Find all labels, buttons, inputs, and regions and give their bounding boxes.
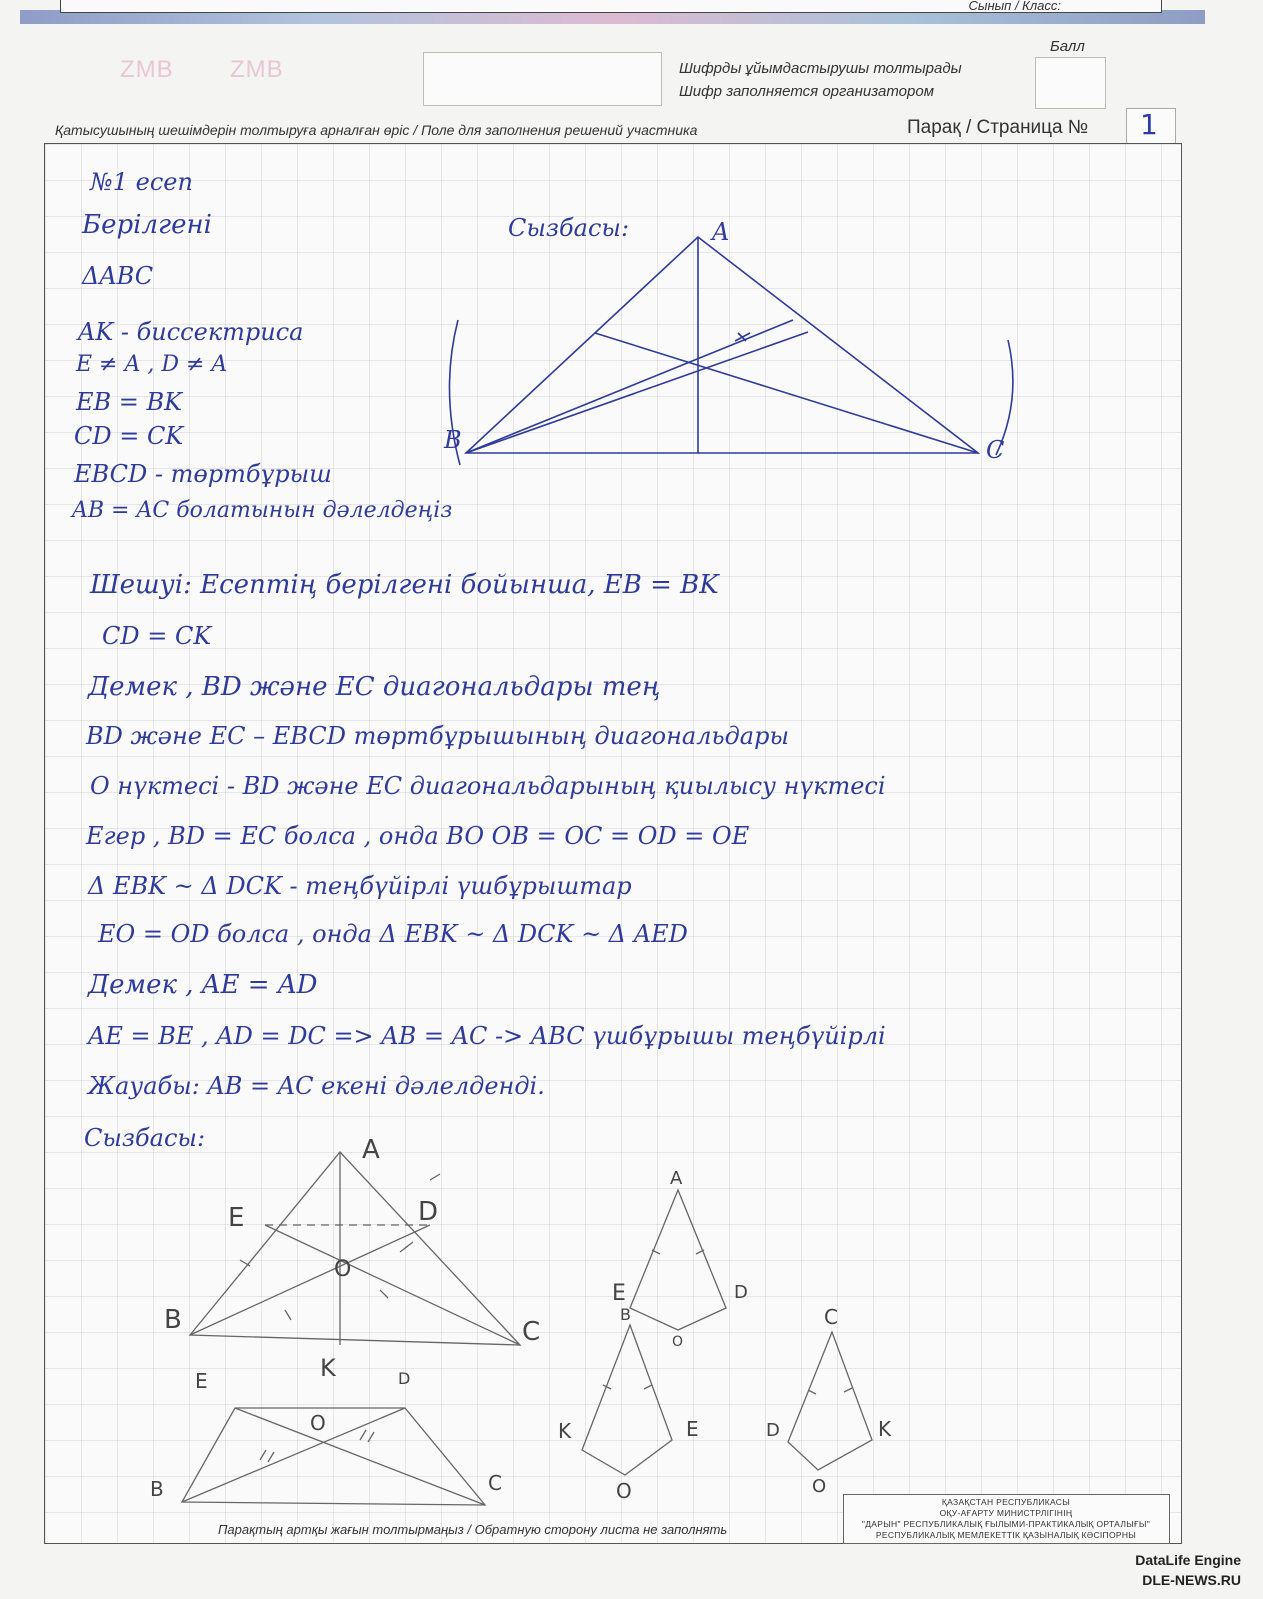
- fig2-label: K: [558, 1419, 572, 1443]
- solution-line: Δ EBK ~ Δ DCK - теңбүйірлі үшбұрыштар: [88, 872, 632, 900]
- fig2-label: O: [334, 1257, 352, 1282]
- figure1-caption: Сызбасы:: [508, 214, 630, 242]
- solution-line: CD = CK: [102, 622, 212, 650]
- label-a: A: [712, 218, 730, 246]
- fig2-label: E: [228, 1203, 245, 1233]
- fig2-label: E: [686, 1417, 699, 1441]
- fig2-label: C: [824, 1305, 838, 1329]
- fig2-label: O: [672, 1334, 684, 1350]
- page-label: Парақ / Страница №: [907, 117, 1089, 138]
- site-watermark: DLE-NEWS.RU: [1142, 1572, 1241, 1588]
- fig2-label: D: [398, 1369, 411, 1388]
- given-line: EBCD - төртбұрыш: [74, 460, 332, 488]
- answer-line: Жауабы: AB = AC екені дәлелденді.: [88, 1072, 545, 1100]
- class-label: Сынып / Класс:: [968, 0, 1061, 13]
- fig2-label: E: [195, 1369, 208, 1393]
- figure2-caption: Сызбасы:: [84, 1124, 206, 1152]
- given-line: AB = AC болатынын дәлелдеңіз: [72, 498, 453, 523]
- fig2-label: O: [616, 1479, 632, 1503]
- figure1-triangle: [440, 200, 1040, 500]
- solution-line: AE = BE , AD = DC => AB = AC -> ABC үшбұрышы теңбүйірлі: [88, 1022, 886, 1050]
- solution-line: Демек , BD және EC диагональдары тең: [88, 672, 661, 702]
- fig2-label: D: [766, 1420, 780, 1441]
- problem-number: №1 есеп: [90, 168, 193, 196]
- fig2-label: A: [670, 1168, 683, 1189]
- solution-line: EO = OD болса , онда Δ EBK ~ Δ DCK ~ Δ AED: [98, 920, 688, 948]
- field-label: Қатысушының шешімдерін толтыруға арналған өріс / Поле для заполнения решений участника: [55, 122, 698, 138]
- fig2-label: A: [362, 1135, 380, 1165]
- score-box: [1035, 57, 1106, 109]
- fig2-label: C: [522, 1317, 541, 1347]
- given-line: AK - биссектриса: [78, 318, 304, 346]
- fig2-label: O: [812, 1476, 827, 1497]
- label-b: B: [444, 426, 462, 454]
- fig2-label: D: [734, 1282, 748, 1303]
- stamp-line: РЕСПУБЛИКАЛЫҚ МЕМЛЕКЕТТІК ҚАЗЫНАЛЫҚ КӘСІПОРНЫ: [875, 1530, 1137, 1540]
- given-line: EB = BK: [76, 388, 183, 416]
- footer-notice: Парақтың артқы жағын толтырмаңыз / Обратную сторону листа не заполнять: [218, 1522, 728, 1537]
- solution-line: Демек , AE = AD: [88, 970, 318, 1000]
- site-watermark: DataLife Engine: [1135, 1552, 1241, 1568]
- stamp-line: ОҚУ-АҒАРТУ МИНИСТРЛІГІНІҢ: [939, 1508, 1073, 1518]
- fig2-label: K: [878, 1417, 892, 1441]
- cipher-box: [423, 52, 662, 106]
- fig2-label: E: [612, 1281, 626, 1306]
- stamp-line: ҚАЗАҚСТАН РЕСПУБЛИКАСЫ: [941, 1497, 1071, 1507]
- fig2-label: D: [418, 1197, 439, 1227]
- solution-line: Шешуі: Есептің берілгені бойынша, EB = BK: [90, 570, 719, 600]
- page-number: 1: [1140, 108, 1158, 141]
- given-line: ΔABC: [82, 262, 154, 290]
- solution-line: O нүктесі - BD және EC диагональдарының қиылысу нүктесі: [90, 772, 886, 800]
- figure2-drawings: [150, 1135, 920, 1520]
- given-line: CD = CK: [74, 422, 184, 450]
- fig2-label: C: [488, 1471, 502, 1495]
- top-frame: [60, 0, 1162, 13]
- fig2-label: K: [320, 1354, 336, 1382]
- cipher-note-ru: Шифр заполняется организатором: [679, 83, 934, 100]
- label-c: C: [986, 436, 1005, 464]
- given-line: E ≠ A , D ≠ A: [76, 352, 228, 377]
- watermark: ZMB: [120, 56, 174, 83]
- fig2-label: O: [310, 1411, 326, 1435]
- solution-line: BD және EC – EBCD төртбұрышының диагональдары: [86, 722, 790, 750]
- given-title: Берілгені: [82, 210, 212, 240]
- fig2-label: B: [620, 1305, 631, 1324]
- fig2-label: B: [164, 1305, 182, 1335]
- watermark: ZMB: [230, 56, 284, 83]
- fig2-label: B: [150, 1477, 164, 1501]
- stamp-line: "ДАРЫН" РЕСПУБЛИКАЛЫҚ ҒЫЛЫМИ-ПРАКТИКАЛЫҚ ОРТАЛЫҒЫ": [861, 1519, 1151, 1529]
- cipher-note-kz: Шифрды ұйымдастырушы толтырады: [679, 60, 962, 77]
- score-label: Балл: [1050, 38, 1085, 55]
- solution-line: Егер , BD = EC болса , онда BO OB = OC = OD = OE: [86, 822, 750, 850]
